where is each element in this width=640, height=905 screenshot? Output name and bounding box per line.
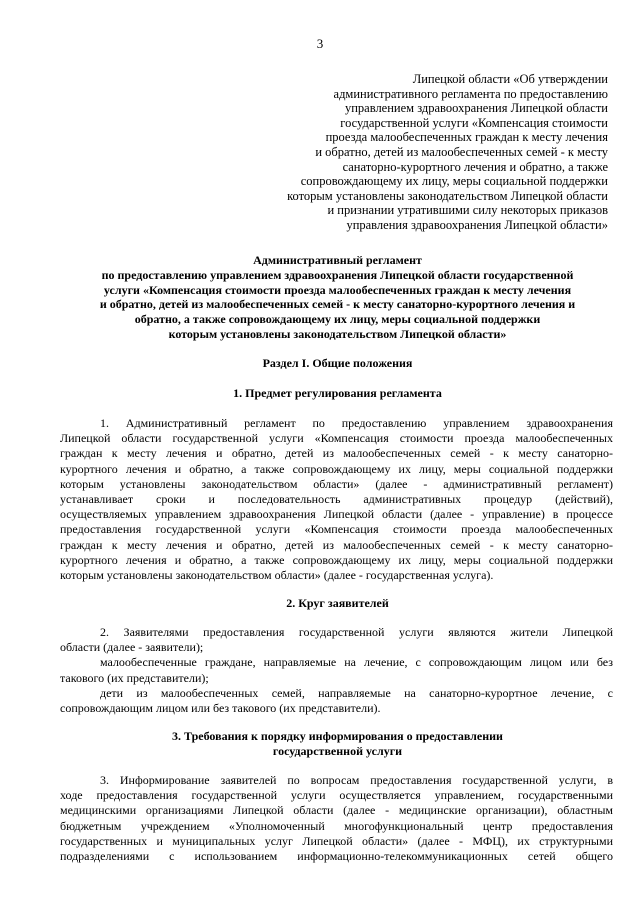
paragraph-line: которым установлены законодательством области» (далее - административный регламент) — [60, 476, 613, 491]
page-number: 3 — [316, 36, 324, 51]
paragraph-line: Липецкой области государственной услуги «Компенсация стоимости проезда малообеспеченных — [60, 431, 613, 446]
order-reference-line: сопровождающему их лицу, меры социальной поддержки — [300, 174, 608, 189]
paragraph-1 — [60, 416, 613, 583]
order-reference-line: и обратно, детей из малообеспеченных семей - к месту — [315, 144, 608, 159]
subheading-subject-text: 1. Предмет регулирования регламента — [233, 386, 442, 400]
paragraph-line: области (далее - заявители); — [60, 640, 204, 655]
subheading-information — [60, 729, 615, 759]
paragraph-line: 2. Заявителями предоставления государственной услуги являются жители Липецкой — [100, 625, 613, 639]
order-reference-line: проезда малообеспеченных граждан к месту лечения — [325, 130, 608, 145]
title-line: которым установлены законодательством Липецкой области» — [168, 326, 507, 341]
subheading-subject — [60, 386, 615, 401]
order-reference-line: государственной услуги «Компенсация стоимости — [340, 115, 608, 130]
paragraph-line: государственных и муниципальных услуг Липецкой области» (далее - МФЦ), их структурными — [60, 833, 613, 848]
subheading-applicants — [60, 596, 615, 611]
paragraph-line: бюджетным учреждением «Уполномоченный многофункциональный центр предоставления — [60, 818, 613, 833]
paragraph-3 — [60, 773, 613, 864]
title-line: по предоставлению управлением здравоохранения Липецкой области государственной — [101, 267, 574, 282]
order-reference-line: Липецкой области «Об утверждении — [412, 72, 608, 86]
paragraph-line: ходе предоставления государственной услуги осуществляется управлением, государственными — [60, 788, 613, 803]
order-reference-line: управлением здравоохранения Липецкой области — [344, 101, 608, 116]
subheading-information-text: 3. Требования к порядку информирования о предоставлении — [172, 729, 503, 743]
subheading-applicants-text: 2. Круг заявителей — [286, 596, 389, 610]
paragraph-line: которым установлены законодательством области» (далее - государственная услуга). — [60, 568, 494, 583]
paragraph-line: курортного лечения и обратно, а также сопровождающему их лицу, меры социальной поддержки — [60, 552, 613, 567]
paragraph-line: курортного лечения и обратно, а также сопровождающему их лицу, меры социальной поддержки — [60, 461, 613, 476]
subheading-information-text: государственной услуги — [272, 743, 403, 758]
order-reference-block — [228, 72, 608, 233]
order-reference-line: управления здравоохранения Липецкой области» — [346, 217, 608, 232]
paragraph-line: дети из малообеспеченных семей, направляемые на санаторно-курортное лечение, с — [100, 685, 613, 700]
order-reference-line: и признании утратившими силу некоторых приказов — [327, 203, 608, 218]
paragraph-line: граждан к месту лечения и обратно, детей из малообеспеченных семей - к месту санаторно- — [60, 446, 613, 461]
paragraph-line: осуществляемых управлением здравоохранения Липецкой области (далее - управление) в процессе — [60, 507, 613, 522]
title-line: и обратно, детей из малообеспеченных семей - к месту санаторно-курортного лечения и — [99, 297, 576, 312]
document-title — [60, 253, 615, 342]
order-reference-line: которым установлены законодательством Липецкой области — [287, 188, 608, 203]
paragraph-line: 1. Административный регламент по предоставлению управлением здравоохранения — [100, 416, 613, 430]
title-line: обратно, а также сопровождающему их лицу, меры социальной поддержки — [134, 312, 541, 327]
paragraph-line: такового (их представители); — [60, 670, 209, 685]
section-heading — [60, 356, 615, 371]
paragraph-line: 3. Информирование заявителей по вопросам предоставления государственной услуги, в — [100, 773, 613, 787]
paragraph-line: подразделениями с использованием информационно-телекоммуникационных сетей общего — [60, 849, 613, 864]
order-reference-line: административного регламента по предоставлению — [333, 86, 608, 101]
title-line: Административный регламент — [253, 253, 422, 267]
paragraph-line: устанавливает сроки и последовательность административных процедур (действий), — [60, 492, 613, 507]
paragraph-line: граждан к месту лечения и обратно, детей из малообеспеченных семей - к месту санаторно- — [60, 537, 613, 552]
order-reference-line: санаторно-курортного лечения и обратно, а также — [342, 159, 608, 174]
title-line: услуги «Компенсация стоимости проезда малообеспеченных граждан к месту лечения — [103, 282, 572, 297]
paragraph-2 — [60, 625, 613, 716]
paragraph-line: медицинскими организациями Липецкой области (далее - медицинские организации), областным — [60, 803, 613, 818]
paragraph-line: предоставления государственной услуги «Компенсация стоимости проезда малообеспеченных — [60, 522, 613, 537]
paragraph-line: сопровождающим лицом или без такового (их представители). — [60, 701, 381, 716]
section-heading-text: Раздел I. Общие положения — [262, 356, 413, 370]
paragraph-line: малообеспеченные граждане, направляемые на лечение, с сопровождающим лицом или без — [100, 655, 613, 670]
